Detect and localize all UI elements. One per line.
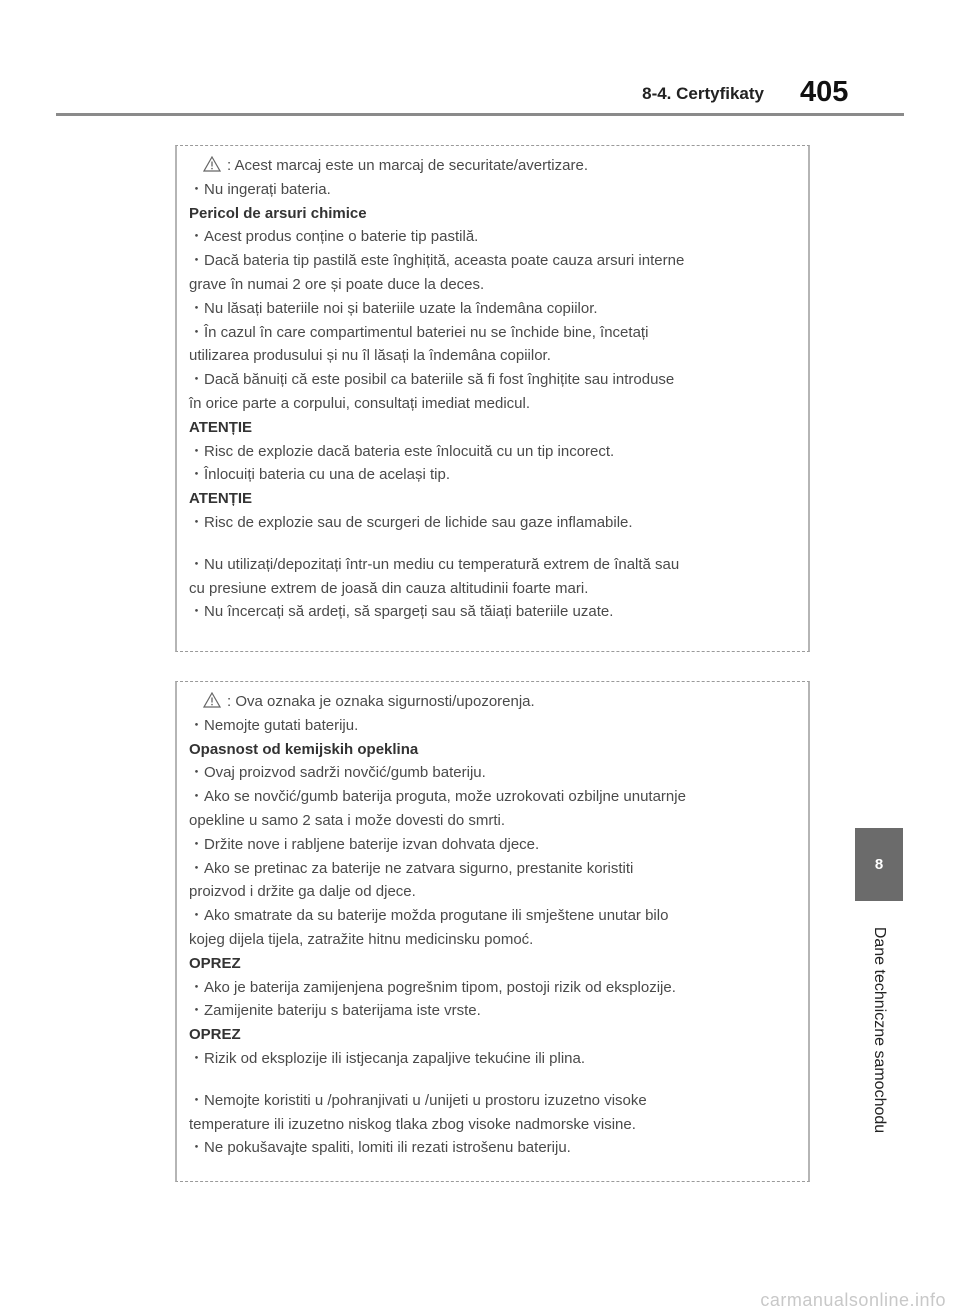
notice-line: în orice parte a corpului, consultați imediat medicul. <box>189 394 531 412</box>
notice-line: ・Ovaj proizvod sadrži novčić/gumb bateriju. <box>189 764 486 782</box>
notice-heading: OPREZ <box>189 954 241 972</box>
notice-line: grave în numai 2 ore și poate duce la deces. <box>189 275 485 293</box>
notice-heading: ATENȚIE <box>189 418 253 436</box>
notice-line: kojeg dijela tijela, zatražite hitnu medicinsku pomoć. <box>189 930 534 948</box>
notice-line: ・Dacă bănuiți că este posibil ca bateriile să fi fost înghițite sau introduse <box>189 371 675 389</box>
notice-line: ・Ako se pretinac za baterije ne zatvara sigurno, prestanite koristiti <box>189 859 634 877</box>
notice-line: proizvod i držite ga dalje od djece. <box>189 883 416 901</box>
notice-line: ・Ako je baterija zamijenjena pogrešnim tipom, postoji rizik od eksplozije. <box>189 978 676 996</box>
notice-line: ・Držite nove i rabljene baterije izvan dohvata djece. <box>189 835 540 853</box>
page-header <box>0 76 960 116</box>
notice-line: ・Ne pokušavajte spaliti, lomiti ili rezati istrošenu bateriju. <box>189 1139 571 1157</box>
notice-line: ・Nu lăsați bateriile noi și bateriile uzate la îndemâna copiilor. <box>189 299 598 317</box>
notice-line: ・Ako smatrate da su baterije možda progutane ili smještene unutar bilo <box>189 907 669 925</box>
notice-line: ・Nu ingerați bateria. <box>189 180 331 198</box>
notice-line: ・Înlocuiți bateria cu una de același tip. <box>189 466 450 484</box>
warning-triangle-icon <box>203 692 221 708</box>
notice-line: temperature ili izuzetno niskog tlaka zbog visoke nadmorske visine. <box>189 1115 636 1133</box>
notice-line: ・Nu încercați să ardeți, să spargeți sau să tăiați bateriile uzate. <box>189 603 614 621</box>
notice-line: utilizarea produsului și nu îl lăsați la îndemâna copiilor. <box>189 347 551 365</box>
notice-line: ・Zamijenite bateriju s baterijama iste vrste. <box>189 1002 481 1020</box>
chapter-tab[interactable]: 8 <box>855 828 903 901</box>
notice-line: ・Rizik od eksplozije ili istjecanja zapaljive tekućine ili plina. <box>189 1049 586 1067</box>
header-rule <box>56 113 904 116</box>
notice-line: ・Risc de explozie dacă bateria este înlocuită cu un tip incorect. <box>189 442 615 460</box>
notice-line: opekline u samo 2 sata i može dovesti do smrti. <box>189 811 505 829</box>
page-number: 405 <box>800 76 849 108</box>
notice-heading: ATENȚIE <box>189 490 253 508</box>
marking-line <box>189 690 796 714</box>
notice-line: ・Dacă bateria tip pastilă este înghițită, aceasta poate cauza arsuri interne <box>189 252 685 270</box>
chapter-label: Dane techniczne samochodu <box>871 926 888 1134</box>
notice-line: ・Acest produs conține o baterie tip pastilă. <box>189 228 479 246</box>
notice-line: ・În cazul în care compartimentul bateriei nu se închide bine, încetați <box>189 323 649 341</box>
notice-lines <box>189 714 796 1160</box>
notice-lines <box>189 178 796 624</box>
notice-line: ・Nemojte koristiti u /pohranjivati u /unijeti u prostoru izuzetno visoke <box>189 1091 647 1109</box>
notice-line: cu presiune extrem de joasă din cauza altitudinii foarte mari. <box>189 579 589 597</box>
notice-line: ・Nu utilizați/depozitați într-un mediu cu temperatură extrem de înaltă sau <box>189 555 680 573</box>
notice-heading: Opasnost od kemijskih opeklina <box>189 740 419 758</box>
notice-line: ・Risc de explozie sau de scurgeri de lichide sau gaze inflamabile. <box>189 513 633 531</box>
croatian-safety-notice <box>175 681 810 1182</box>
marking-line <box>189 154 796 178</box>
watermark: carmanualsonline.info <box>760 1290 946 1310</box>
notice-line: ・Nemojte gutati bateriju. <box>189 716 359 734</box>
notice-heading: Pericol de arsuri chimice <box>189 204 367 222</box>
warning-triangle-icon <box>203 156 221 172</box>
notice-line: ・Ako se novčić/gumb baterija proguta, može uzrokovati ozbiljne unutarnje <box>189 788 686 806</box>
section-title: 8-4. Certyfikaty <box>642 84 764 103</box>
marking-text: : Acest marcaj este un marcaj de securitate/avertizare. <box>227 157 588 174</box>
romanian-safety-notice <box>175 145 810 652</box>
marking-text: : Ova oznaka je oznaka sigurnosti/upozorenja. <box>227 693 535 710</box>
notice-heading: OPREZ <box>189 1026 241 1044</box>
